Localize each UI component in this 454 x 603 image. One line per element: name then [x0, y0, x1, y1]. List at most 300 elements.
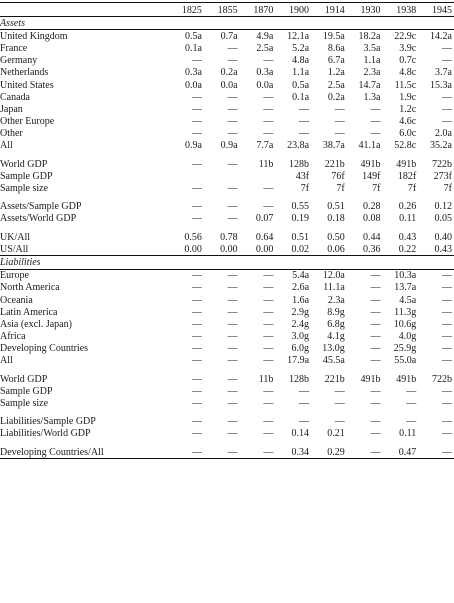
- value-cell: 0.50: [327, 231, 345, 243]
- value-cell: —: [370, 294, 381, 306]
- value-cell: 11.5c: [394, 79, 417, 91]
- value-cell: —: [442, 306, 452, 318]
- value-cell: —: [263, 55, 274, 67]
- table-row: [0, 282, 454, 294]
- row-label: Africa: [0, 331, 26, 343]
- value-cell: —: [191, 373, 202, 385]
- value-cell: 1.2c: [399, 103, 417, 115]
- value-cell: —: [191, 270, 202, 282]
- value-cell: —: [370, 416, 381, 428]
- value-cell: 2.0a: [435, 128, 452, 140]
- row-label: US/All: [0, 243, 29, 255]
- table-row: [0, 201, 454, 213]
- value-cell: —: [227, 282, 238, 294]
- row-label: Liabilities/World GDP: [0, 428, 91, 440]
- value-cell: —: [334, 416, 345, 428]
- table-row: [0, 294, 454, 306]
- value-cell: 2.4g: [291, 318, 310, 330]
- table-row: [0, 306, 454, 318]
- section-header: [0, 256, 454, 269]
- table-row: [0, 30, 454, 43]
- year-header: 1825: [181, 5, 202, 16]
- value-cell: —: [370, 306, 381, 318]
- value-cell: 4.5a: [399, 294, 417, 306]
- value-cell: 0.00: [184, 243, 202, 255]
- value-cell: 0.9a: [184, 140, 202, 152]
- value-cell: —: [442, 270, 452, 282]
- value-cell: —: [227, 128, 238, 140]
- value-cell: —: [442, 91, 452, 103]
- value-cell: 22.9c: [394, 30, 417, 42]
- value-cell: —: [263, 318, 274, 330]
- table-row: [0, 116, 454, 128]
- value-cell: 0.12: [434, 201, 452, 213]
- row-label: World GDP: [0, 158, 48, 170]
- value-cell: 1.1a: [363, 55, 381, 67]
- value-cell: —: [263, 294, 274, 306]
- value-cell: 4.9a: [256, 30, 274, 42]
- value-cell: —: [191, 213, 202, 225]
- value-cell: 7f: [443, 183, 452, 195]
- value-cell: 11.3g: [394, 306, 417, 318]
- value-cell: 1.3a: [363, 91, 381, 103]
- value-cell: 0.55: [291, 201, 310, 213]
- value-cell: 0.21: [327, 428, 345, 440]
- value-cell: —: [227, 318, 238, 330]
- value-cell: —: [370, 270, 381, 282]
- value-cell: —: [334, 116, 345, 128]
- value-cell: 2.5a: [256, 42, 274, 54]
- table-row: [0, 213, 454, 225]
- value-cell: 25.9g: [393, 343, 417, 355]
- value-cell: 6.7a: [327, 55, 345, 67]
- value-cell: —: [299, 128, 310, 140]
- row-label: Developing Countries/All: [0, 446, 104, 458]
- table-row: [0, 385, 454, 397]
- value-cell: —: [299, 416, 310, 428]
- value-cell: —: [191, 343, 202, 355]
- value-cell: 1.9c: [399, 91, 417, 103]
- value-cell: 149f: [362, 170, 381, 182]
- value-cell: 0.9a: [220, 140, 238, 152]
- value-cell: —: [227, 446, 238, 458]
- value-cell: —: [334, 398, 345, 410]
- value-cell: 11.1a: [323, 282, 345, 294]
- value-cell: —: [227, 55, 238, 67]
- value-cell: —: [191, 183, 202, 195]
- year-header: 1870: [253, 5, 274, 16]
- header-row: [0, 3, 454, 17]
- value-cell: —: [191, 446, 202, 458]
- value-cell: 0.34: [291, 446, 310, 458]
- value-cell: —: [191, 158, 202, 170]
- row-label: Oceania: [0, 294, 33, 306]
- value-cell: 14.2a: [430, 30, 452, 42]
- value-cell: —: [442, 318, 452, 330]
- value-cell: 0.3a: [256, 67, 274, 79]
- value-cell: —: [370, 355, 381, 367]
- value-cell: —: [191, 355, 202, 367]
- table-row: [0, 67, 454, 79]
- value-cell: 10.6g: [393, 318, 417, 330]
- value-cell: —: [263, 398, 274, 410]
- value-cell: 221b: [324, 373, 345, 385]
- value-cell: —: [263, 282, 274, 294]
- value-cell: —: [442, 294, 452, 306]
- value-cell: 4.6c: [399, 116, 417, 128]
- table-row: [0, 170, 454, 182]
- table-row: [0, 373, 454, 385]
- value-cell: —: [227, 331, 238, 343]
- row-label: All: [0, 355, 13, 367]
- value-cell: —: [370, 128, 381, 140]
- value-cell: 0.06: [327, 243, 345, 255]
- value-cell: 3.5a: [363, 42, 381, 54]
- value-cell: —: [227, 116, 238, 128]
- value-cell: 7.7a: [256, 140, 274, 152]
- value-cell: 7f: [407, 183, 417, 195]
- value-cell: 0.00: [255, 243, 274, 255]
- value-cell: [240, 170, 276, 182]
- value-cell: 0.14: [291, 428, 310, 440]
- value-cell: —: [191, 55, 202, 67]
- value-cell: 6.0g: [291, 343, 310, 355]
- value-cell: 0.64: [255, 231, 274, 243]
- table-row: [0, 243, 454, 256]
- section-title: Assets: [0, 17, 25, 29]
- value-cell: 0.36: [362, 243, 381, 255]
- value-cell: 0.1a: [292, 91, 310, 103]
- value-cell: 0.07: [255, 213, 274, 225]
- table-row: [0, 128, 454, 140]
- value-cell: 0.0a: [184, 79, 202, 91]
- value-cell: —: [442, 385, 452, 397]
- value-cell: —: [442, 116, 452, 128]
- value-cell: 0.56: [184, 231, 202, 243]
- value-cell: —: [299, 398, 310, 410]
- value-cell: 0.26: [398, 201, 417, 213]
- value-cell: —: [263, 428, 274, 440]
- value-cell: —: [299, 103, 310, 115]
- value-cell: —: [263, 355, 274, 367]
- value-cell: 4.0g: [398, 331, 417, 343]
- table-row: [0, 397, 454, 409]
- value-cell: —: [442, 331, 452, 343]
- value-cell: 8.6a: [327, 42, 345, 54]
- value-cell: —: [227, 294, 238, 306]
- row-label: Latin America: [0, 306, 58, 318]
- value-cell: —: [370, 343, 381, 355]
- value-cell: —: [227, 343, 238, 355]
- year-header: 1945: [432, 5, 452, 16]
- table-body: [0, 17, 454, 459]
- value-cell: —: [263, 385, 274, 397]
- row-label: Sample size: [0, 183, 49, 195]
- value-cell: 11b: [258, 373, 274, 385]
- value-cell: 7f: [336, 183, 345, 195]
- value-cell: 128b: [289, 158, 310, 170]
- value-cell: 182f: [397, 170, 417, 182]
- table-row: [0, 446, 454, 459]
- value-cell: 1.2a: [327, 67, 345, 79]
- value-cell: —: [227, 385, 238, 397]
- value-cell: —: [227, 183, 238, 195]
- value-cell: —: [227, 373, 238, 385]
- value-cell: —: [227, 158, 238, 170]
- value-cell: 491b: [396, 158, 417, 170]
- value-cell: —: [442, 446, 452, 458]
- value-cell: 17.9a: [287, 355, 310, 367]
- value-cell: 3.7a: [435, 67, 452, 79]
- value-cell: —: [442, 282, 452, 294]
- value-cell: 722b: [432, 158, 452, 170]
- value-cell: 128b: [289, 373, 310, 385]
- value-cell: —: [263, 116, 274, 128]
- value-cell: 0.43: [434, 243, 452, 255]
- value-cell: —: [370, 103, 381, 115]
- value-cell: —: [263, 128, 274, 140]
- value-cell: 55.0a: [394, 355, 417, 367]
- value-cell: 1.6a: [292, 294, 310, 306]
- value-cell: —: [263, 91, 274, 103]
- row-label: Sample GDP: [0, 385, 53, 397]
- value-cell: 2.6a: [292, 282, 310, 294]
- value-cell: 0.05: [434, 213, 452, 225]
- value-cell: 0.5a: [292, 79, 310, 91]
- value-cell: 41.1a: [358, 140, 381, 152]
- row-label: Canada: [0, 91, 30, 103]
- value-cell: —: [299, 385, 310, 397]
- table-row: [0, 55, 454, 67]
- value-cell: 0.00: [220, 243, 238, 255]
- value-cell: —: [227, 201, 238, 213]
- value-cell: —: [334, 128, 345, 140]
- value-cell: —: [442, 42, 452, 54]
- row-label: Liabilities/Sample GDP: [0, 416, 96, 428]
- value-cell: 0.02: [291, 243, 310, 255]
- value-cell: —: [406, 385, 417, 397]
- value-cell: —: [299, 116, 310, 128]
- table-row: [0, 428, 454, 440]
- value-cell: 0.08: [362, 213, 381, 225]
- value-cell: —: [263, 306, 274, 318]
- value-cell: 18.2a: [358, 30, 381, 42]
- value-cell: 0.78: [220, 231, 238, 243]
- value-cell: 0.18: [327, 213, 345, 225]
- row-label: United States: [0, 79, 54, 91]
- table-row: [0, 416, 454, 428]
- value-cell: 43f: [295, 170, 310, 182]
- row-label: Sample size: [0, 398, 49, 410]
- row-label: Developing Countries: [0, 343, 89, 355]
- value-cell: —: [370, 446, 381, 458]
- value-cell: 722b: [432, 373, 452, 385]
- value-cell: 4.1g: [327, 331, 345, 343]
- value-cell: 45.5a: [322, 355, 345, 367]
- value-cell: 273f: [433, 170, 452, 182]
- value-cell: 0.2a: [220, 67, 238, 79]
- table-row: [0, 343, 454, 355]
- row-label: All: [0, 140, 13, 152]
- value-cell: —: [263, 183, 274, 195]
- row-label: Netherlands: [0, 67, 49, 79]
- value-cell: —: [191, 398, 202, 410]
- value-cell: 8.9g: [327, 306, 345, 318]
- value-cell: —: [191, 318, 202, 330]
- value-cell: —: [191, 128, 202, 140]
- value-cell: —: [263, 416, 274, 428]
- value-cell: 7f: [300, 183, 310, 195]
- value-cell: 0.40: [434, 231, 452, 243]
- value-cell: 0.44: [362, 231, 381, 243]
- value-cell: —: [334, 385, 345, 397]
- value-cell: —: [406, 416, 417, 428]
- value-cell: 0.51: [327, 201, 345, 213]
- value-cell: —: [263, 446, 274, 458]
- value-cell: —: [263, 343, 274, 355]
- value-cell: 491b: [396, 373, 417, 385]
- value-cell: —: [370, 428, 381, 440]
- value-cell: —: [370, 282, 381, 294]
- table-row: [0, 91, 454, 103]
- value-cell: —: [406, 398, 417, 410]
- value-cell: —: [442, 103, 452, 115]
- value-cell: —: [227, 306, 238, 318]
- value-cell: —: [263, 103, 274, 115]
- row-label: Sample GDP: [0, 170, 53, 182]
- value-cell: 7f: [372, 183, 381, 195]
- value-cell: —: [227, 355, 238, 367]
- row-label: Assets/Sample GDP: [0, 201, 82, 213]
- table-row: [0, 103, 454, 115]
- value-cell: —: [442, 398, 452, 410]
- value-cell: —: [442, 355, 452, 367]
- section-header: [0, 17, 454, 30]
- value-cell: 6.8g: [327, 318, 345, 330]
- year-header: 1914: [324, 5, 345, 16]
- value-cell: —: [227, 398, 238, 410]
- row-label-header: [0, 3, 168, 17]
- value-cell: —: [191, 306, 202, 318]
- row-label: United Kingdom: [0, 30, 68, 42]
- value-cell: 2.5a: [327, 79, 345, 91]
- row-label: Other Europe: [0, 116, 55, 128]
- value-cell: —: [442, 55, 452, 67]
- value-cell: —: [191, 294, 202, 306]
- row-label: Other: [0, 128, 23, 140]
- value-cell: 0.11: [399, 213, 417, 225]
- year-header: 1930: [360, 5, 381, 16]
- value-cell: 5.2a: [292, 42, 310, 54]
- value-cell: 35.2a: [430, 140, 452, 152]
- value-cell: 0.0a: [256, 79, 274, 91]
- value-cell: 5.4a: [292, 270, 310, 282]
- value-cell: 0.28: [362, 201, 381, 213]
- value-cell: 19.5a: [322, 30, 345, 42]
- value-cell: 76f: [331, 170, 345, 182]
- row-label: Assets/World GDP: [0, 213, 77, 225]
- value-cell: 11b: [258, 158, 274, 170]
- row-label: World GDP: [0, 373, 48, 385]
- value-cell: [168, 170, 204, 182]
- value-cell: —: [370, 385, 381, 397]
- value-cell: —: [191, 103, 202, 115]
- value-cell: 2.3a: [327, 294, 345, 306]
- value-cell: 0.7a: [220, 30, 238, 42]
- value-cell: —: [191, 201, 202, 213]
- year-header: 1855: [217, 5, 238, 16]
- table-row: [0, 140, 454, 152]
- value-cell: —: [191, 385, 202, 397]
- row-label: Germany: [0, 55, 38, 67]
- value-cell: —: [191, 282, 202, 294]
- value-cell: 38.7a: [322, 140, 345, 152]
- value-cell: 3.9c: [399, 42, 417, 54]
- value-cell: —: [370, 398, 381, 410]
- table-row: [0, 355, 454, 367]
- data-table: [0, 2, 454, 459]
- row-label: North America: [0, 282, 60, 294]
- value-cell: —: [227, 270, 238, 282]
- row-label: Europe: [0, 270, 29, 282]
- value-cell: 4.8a: [292, 55, 310, 67]
- value-cell: 13.7a: [394, 282, 417, 294]
- value-cell: 0.43: [398, 231, 417, 243]
- value-cell: 0.7c: [399, 55, 417, 67]
- value-cell: —: [263, 201, 274, 213]
- value-cell: 2.9g: [291, 306, 310, 318]
- value-cell: —: [227, 42, 238, 54]
- value-cell: 0.51: [291, 231, 310, 243]
- year-header: 1900: [289, 5, 310, 16]
- value-cell: 491b: [360, 158, 381, 170]
- table-row: [0, 158, 454, 170]
- row-label: UK/All: [0, 231, 30, 243]
- value-cell: —: [370, 331, 381, 343]
- value-cell: 221b: [324, 158, 345, 170]
- value-cell: 0.19: [291, 213, 310, 225]
- value-cell: 23.8a: [287, 140, 310, 152]
- value-cell: 13.0g: [322, 343, 345, 355]
- table-row: [0, 42, 454, 54]
- value-cell: 0.2a: [327, 91, 345, 103]
- row-label: Japan: [0, 103, 23, 115]
- value-cell: —: [334, 103, 345, 115]
- value-cell: 0.3a: [184, 67, 202, 79]
- value-cell: —: [263, 270, 274, 282]
- table-row: [0, 269, 454, 282]
- value-cell: —: [191, 331, 202, 343]
- value-cell: [204, 170, 240, 182]
- value-cell: 10.3a: [394, 270, 417, 282]
- value-cell: —: [442, 428, 452, 440]
- value-cell: 0.0a: [220, 79, 238, 91]
- value-cell: —: [191, 116, 202, 128]
- value-cell: 52.8c: [394, 140, 417, 152]
- value-cell: 0.22: [398, 243, 417, 255]
- value-cell: 14.7a: [358, 79, 381, 91]
- value-cell: —: [227, 91, 238, 103]
- value-cell: 0.1a: [184, 42, 202, 54]
- value-cell: —: [442, 343, 452, 355]
- value-cell: —: [227, 428, 238, 440]
- value-cell: —: [227, 103, 238, 115]
- value-cell: —: [442, 416, 452, 428]
- value-cell: 0.11: [399, 428, 417, 440]
- value-cell: —: [263, 331, 274, 343]
- value-cell: 12.0a: [322, 270, 345, 282]
- value-cell: —: [191, 416, 202, 428]
